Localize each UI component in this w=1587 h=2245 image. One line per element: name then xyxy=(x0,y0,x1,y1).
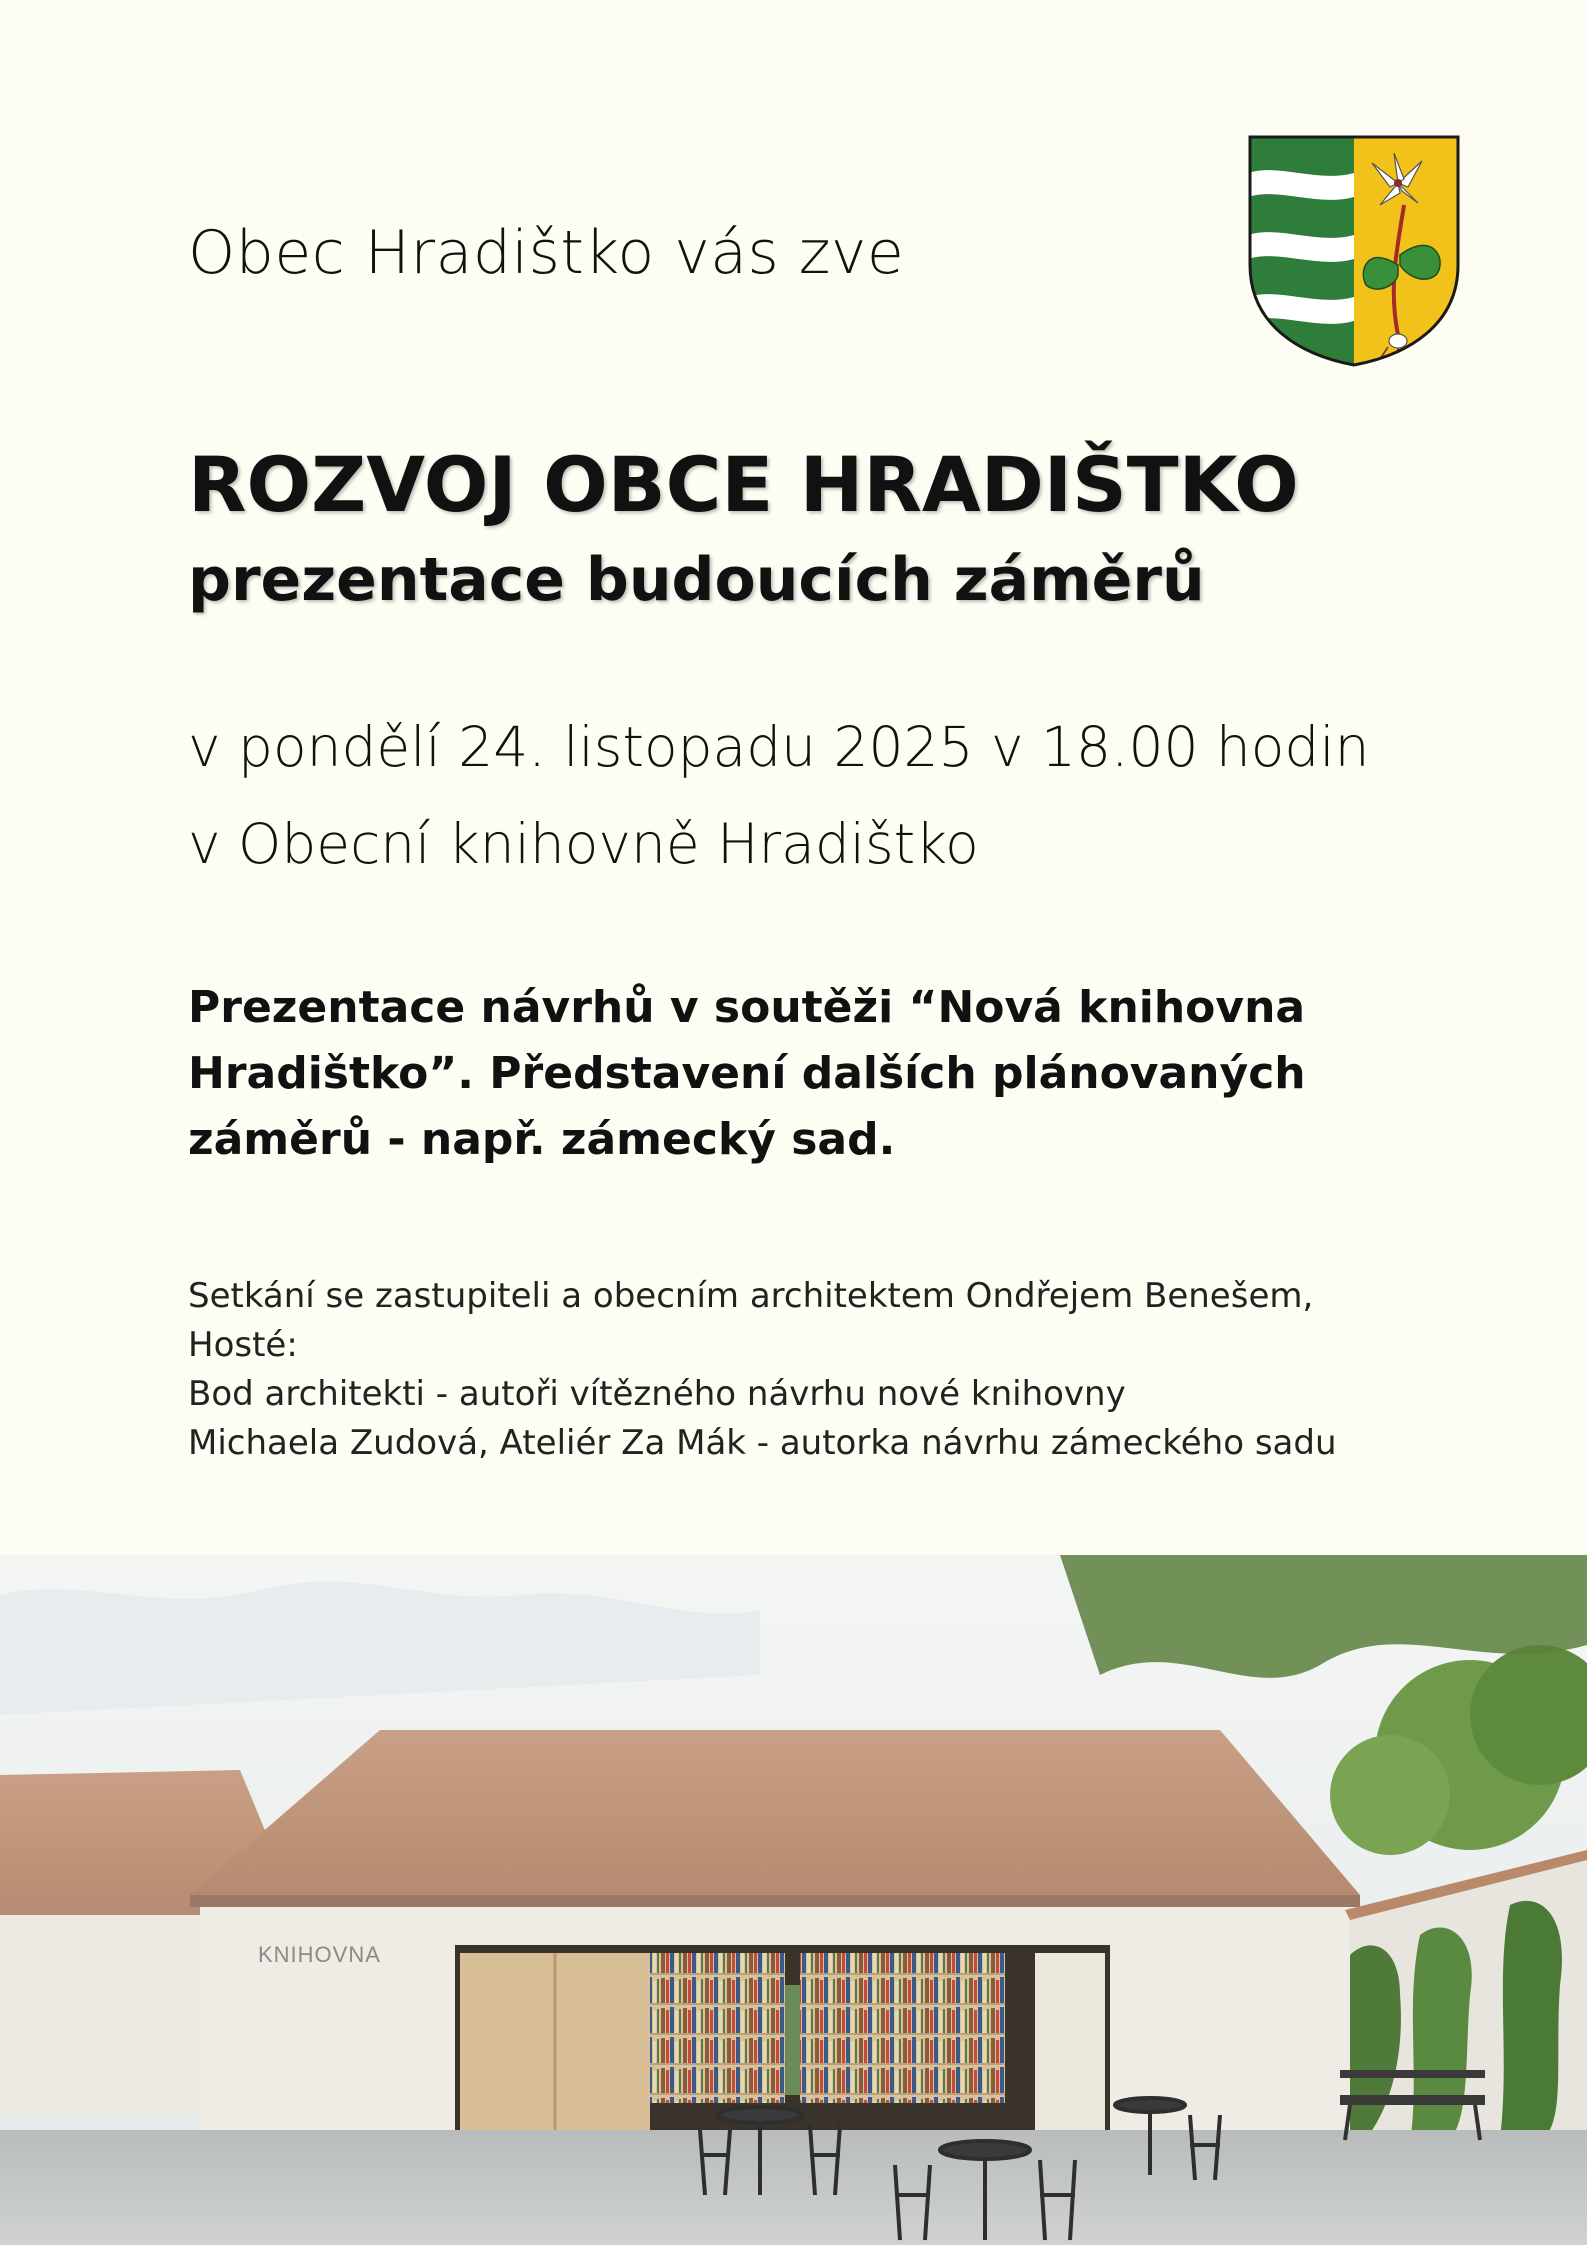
municipal-coat-of-arms xyxy=(1248,135,1460,367)
info-line: Setkání se zastupiteli a obecním architektem Ondřejem Benešem, xyxy=(188,1276,1314,1316)
info-line: Michaela Zudová, Ateliér Za Mák - autorka návrhu zámeckého sadu xyxy=(188,1423,1337,1463)
lead-line: Hradištko”. Představení dalších plánovaných xyxy=(188,1048,1306,1099)
event-place: v Obecní knihovně Hradištko xyxy=(188,812,979,876)
lead-line: záměrů - např. zámecký sad. xyxy=(188,1114,896,1165)
info-line: Bod architekti - autoři vítězného návrhu nové knihovny xyxy=(188,1374,1126,1414)
event-subtitle: prezentace budoucích záměrů xyxy=(188,545,1205,615)
building-sign: KNIHOVNA xyxy=(258,1942,381,1967)
lead-line: Prezentace návrhů v soutěži “Nová knihovna xyxy=(188,982,1306,1033)
info-line: Hosté: xyxy=(188,1325,298,1365)
lead-paragraph xyxy=(188,975,1306,1173)
info-paragraph xyxy=(188,1272,1337,1468)
library-rendering-image xyxy=(0,1555,1587,2245)
event-date: v pondělí 24. listopadu 2025 v 18.00 hodin xyxy=(188,715,1370,779)
invitation-text: Obec Hradištko vás zve xyxy=(188,218,905,288)
event-title: ROZVOJ OBCE HRADIŠTKO xyxy=(188,440,1299,529)
